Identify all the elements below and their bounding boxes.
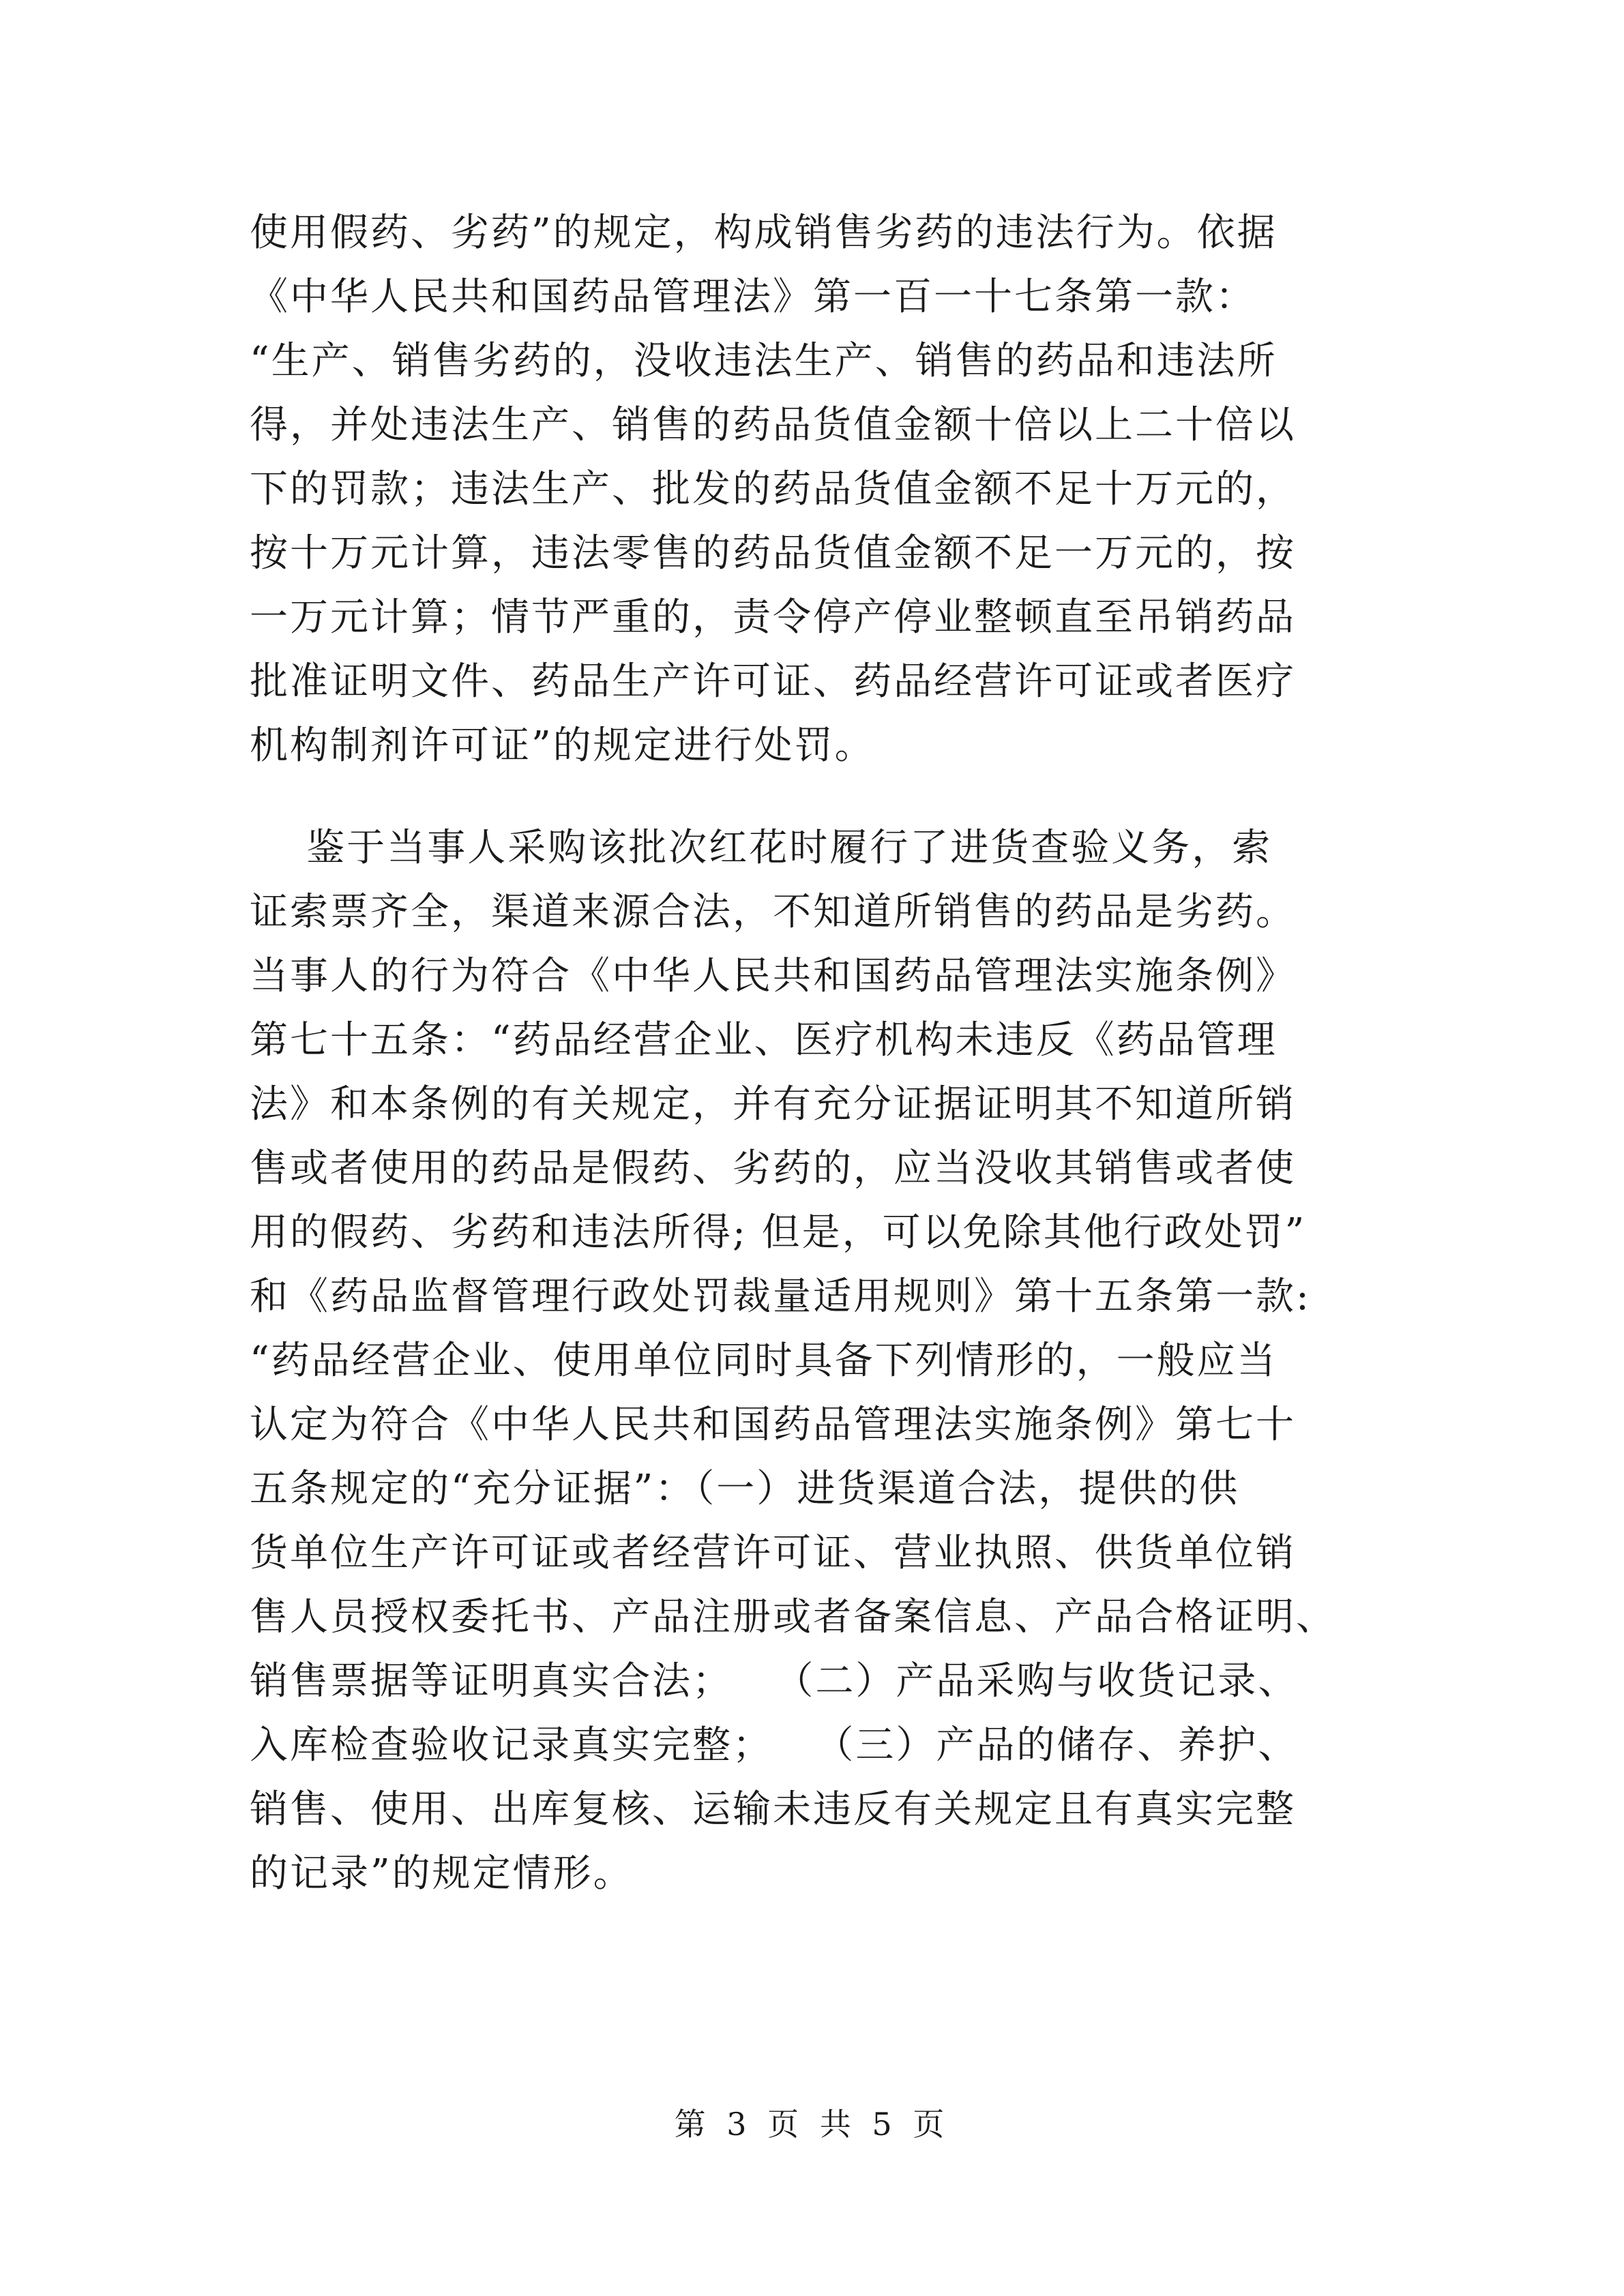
paragraph-line: 使用假药、劣药”的规定，构成销售劣药的违法行为。依据 <box>250 211 1278 255</box>
paragraph-line: 售人员授权委托书、产品注册或者备案信息、产品合格证明、 <box>250 1595 1336 1639</box>
paragraph-line: 货单位生产许可证或者经营许可证、营业执照、供货单位销 <box>250 1531 1296 1575</box>
paragraph-line: 一万元计算；情节严重的，责令停产停业整顿直至吊销药品 <box>250 595 1296 640</box>
paragraph-line: 得，并处违法生产、销售的药品货值金额十倍以上二十倍以 <box>250 403 1296 447</box>
paragraph-line: 的记录”的规定情形。 <box>250 1851 634 1896</box>
paragraph-penalty-basis <box>250 201 1382 778</box>
paragraph-line: 售或者使用的药品是假药、劣药的，应当没收其销售或者使 <box>250 1146 1296 1191</box>
paragraph-line: 下的罚款；违法生产、批发的药品货值金额不足十万元的， <box>250 467 1296 511</box>
paragraph-line: 第七十五条：“药品经营企业、医疗机构未违反《药品管理 <box>250 1018 1278 1062</box>
paragraph-line: 销售、使用、出库复核、运输未违反有关规定且有真实完整 <box>250 1787 1296 1832</box>
paragraph-line: 五条规定的“充分证据”：（一）进货渠道合法，提供的供 <box>250 1467 1240 1511</box>
paragraph-line: 和《药品监督管理行政处罚裁量适用规则》第十五条第一款: <box>250 1274 1311 1319</box>
document-body <box>250 201 1382 1906</box>
paragraph-line: 认定为符合《中华人民共和国药品管理法实施条例》第七十 <box>250 1403 1296 1447</box>
page-number-footer: 第 3 页 共 5 页 <box>674 2106 950 2143</box>
paragraph-line: 证索票齐全，渠道来源合法，不知道所销售的药品是劣药。 <box>250 890 1296 934</box>
paragraph-line: 法》和本条例的有关规定，并有充分证据证明其不知道所销 <box>250 1082 1296 1127</box>
paragraph-line: 按十万元计算，违法零售的药品货值金额不足一万元的，按 <box>250 531 1296 576</box>
paragraph-line: 机构制剂许可证”的规定进行处罚。 <box>250 724 875 768</box>
paragraph-line: “生产、销售劣药的，没收违法生产、销售的药品和违法所 <box>250 339 1278 383</box>
paragraph-line: 销售票据等证明真实合法； （二）产品采购与收货记录、 <box>250 1659 1299 1703</box>
paragraph-gap <box>250 778 1382 816</box>
paragraph-line: 《中华人民共和国药品管理法》第一百一十七条第一款： <box>250 275 1256 319</box>
paragraph-line: 当事人的行为符合《中华人民共和国药品管理法实施条例》 <box>250 954 1296 998</box>
paragraph-exemption <box>250 816 1382 1906</box>
paragraph-line: 用的假药、劣药和违法所得; 但是，可以免除其他行政处罚” <box>250 1210 1307 1255</box>
paragraph-line: 批准证明文件、药品生产许可证、药品经营许可证或者医疗 <box>250 659 1296 704</box>
paragraph-line: 鉴于当事人采购该批次红花时履行了进货查验义务，索 <box>250 826 1273 870</box>
paragraph-line: 入库检查验收记录真实完整； （三）产品的储存、养护、 <box>250 1723 1299 1768</box>
paragraph-line: “药品经营企业、使用单位同时具备下列情形的，一般应当 <box>250 1339 1278 1383</box>
